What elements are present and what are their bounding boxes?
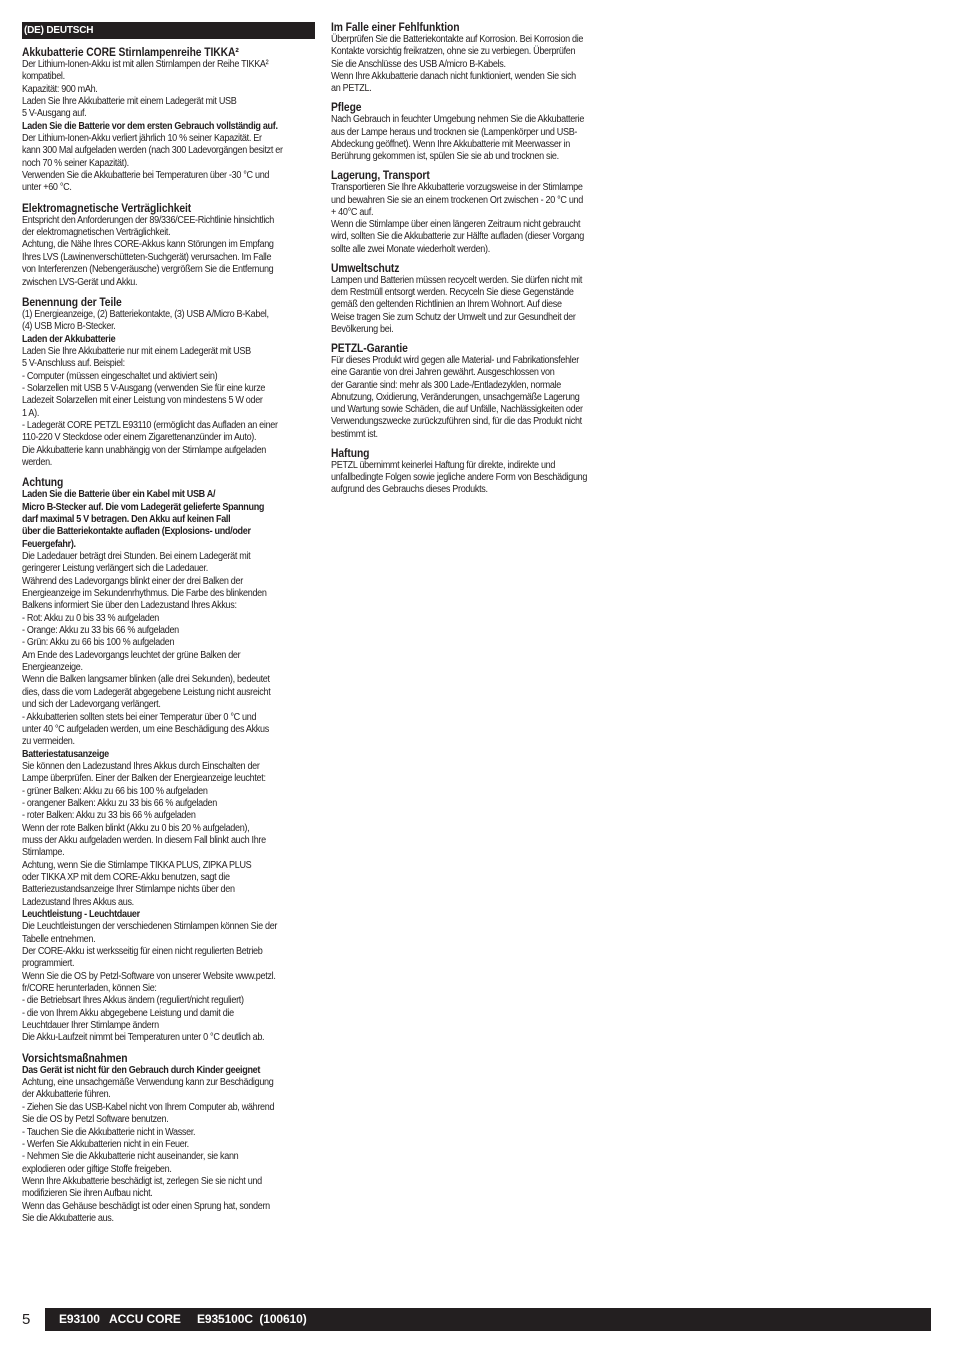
page-number: 5: [22, 1311, 31, 1328]
section: [22, 45, 315, 195]
paragraph: Überprüfen Sie die Batteriekontakte auf Korrosion. Bei Korrosion die Kontakte vorsichtig freikratzen, ohne sie zu verbiegen. Überprüfen Sie die Anschlüsse des USB A/micro B-Kabels. Wenn Ihre Akkubatterie danach nicht funktioniert, wenden Sie sich an PETZL.: [331, 34, 584, 94]
section-title: PETZL-Garantie: [331, 341, 408, 355]
section-title: Im Falle einer Fehlfunktion: [331, 20, 460, 34]
section-title: Benennung der Teile: [22, 294, 122, 309]
section: [331, 100, 621, 163]
section-title: Lagerung, Transport: [331, 168, 430, 183]
paragraph: Sie können den Ladezustand Ihres Akkus durch Einschalten der Lampe überprüfen. Einer der Balken der Energieanzeige leuchtet: - grüner Balken: Akku zu 66 bis 100 % aufgeladen - orangener Balken: Akku zu 33 bis 66 % aufgeladen - roter Balken: Akku zu 33 bis 66 % aufgeladen Wenn der rote Balken blinkt (Akku zu 0 bis 20 % aufgeladen), muss der Akku aufgeladen werden. In diesem Fall blinkt auch Ihre Stirnlampe. Achtung, wenn Sie die Stirnlampe TIKKA PLUS, ZIPKA PLUS oder TIKKA XP mit dem CORE-Akku benutzen, sagt die Batteriezustandsanzeige Ihrer Stirnlampe nichts über den Ladezustand Ihres Akkus aus.: [22, 760, 266, 908]
section-title: Achtung: [22, 475, 64, 490]
bold-paragraph: Laden Sie die Batterie vor dem ersten Gebrauch vollständig auf.: [22, 120, 278, 132]
left-column: [22, 22, 315, 1225]
section: [331, 261, 621, 336]
paragraph: Entspricht den Anforderungen der 89/336/CEE-Richtlinie hinsichtlich der elektromagnetischen Verträglichkeit. Achtung, die Nähe Ihres CORE-Akkus kann Störungen im Empfang Ihres LVS (Lawinenverschütteten-Suchgerät) verursachen. Im Falle von Interferenzen (Nebengeräusche) vergrößern Sie die Entfernung zwischen LVS-Gerät und Akku.: [22, 214, 274, 288]
section-title: Umweltschutz: [331, 260, 400, 275]
paragraph: Der Lithium-Ionen-Akku verliert jährlich 10 % seiner Kapazität. Er kann 300 Mal aufgeladen werden (nach 300 Ladevorgängen besitzt er noch 70 % seiner Kapazität). Verwenden Sie die Akkubatterie bei Temperaturen über -30 °C und unter +60 °C.: [22, 133, 283, 194]
bold-paragraph: Laden der Akkubatterie: [22, 333, 116, 345]
paragraph: Der Lithium-Ionen-Akku ist mit allen Stirnlampen der Reihe TIKKA² kompatibel. Kapazität: 900 mAh. Laden Sie Ihre Akkubatterie mit einem Ladegerät mit USB 5 V-Ausgang auf.: [22, 59, 269, 120]
section: [331, 341, 621, 441]
section-title: Pflege: [331, 100, 362, 115]
section: [331, 168, 621, 256]
right-sections: [331, 20, 621, 497]
bold-paragraph: Laden Sie die Batterie über ein Kabel mit USB A/ Micro B-Stecker auf. Die vom Ladegerät gelieferte Spannung darf maximal 5 V betragen. Den Akku auf keinen Fall über die Batteriekontakte aufladen (Explosions- und/oder Feuergefahr).: [22, 489, 265, 550]
paragraph: Laden Sie Ihre Akkubatterie nur mit einem Ladegerät mit USB 5 V-Anschluss auf. Beispiel: - Computer (müssen eingeschaltet und aktiviert sein) - Solarzellen mit USB 5 V-Ausgang (verwenden Sie für eine kurze Ladezeit Solarzellen mit einer Leistung von mindestens 5 W oder 1 A). - Ladegerät CORE PETZL E93110 (ermöglicht das Aufladen an einer 110-220 V Steckdose oder einem Zigarettenanzünder im Auto). Die Akkubatterie kann unabhängig von der Stirnlampe aufgeladen werden.: [22, 345, 278, 468]
section-title: Akkubatterie CORE Stirnlampenreihe TIKKA²: [22, 45, 239, 59]
section: [22, 1051, 315, 1225]
language-label: (DE) DEUTSCH: [22, 22, 315, 39]
paragraph: Für dieses Produkt wird gegen alle Material- und Fabrikationsfehler eine Garantie von drei Jahren gewährt. Ausgeschlossen von der Garantie sind: mehr als 300 Lade-/Entladezyklen, normale Abnutzung, Oxidierung, Veränderungen, unsachgemäße Lagerung und Wartung sowie Schäden, die auf Unfälle, Nachlässigkeiten oder Verwendungszwecke zurückzuführen sind, für die das Produkt nicht bestimmt ist.: [331, 355, 583, 440]
paragraph: (1) Energieanzeige, (2) Batteriekontakte, (3) USB A/Micro B-Kabel, (4) USB Micro B-Stecker.: [22, 308, 269, 333]
section: [22, 295, 315, 469]
bold-paragraph: Das Gerät ist nicht für den Gebrauch durch Kinder geeignet: [22, 1064, 261, 1076]
paragraph: Die Leuchtleistungen der verschiedenen Stirnlampen können Sie der Tabelle entnehmen. Der CORE-Akku ist werksseitig für einen nicht regulierten Betrieb programmiert. Wenn Sie die OS by Petzl-Software von unserer Website www.petzl. fr/CORE herunterladen, können Sie: - die Betriebsart Ihres Akkus ändern (reguliert/nicht reguliert) - die von Ihrem Akku abgegebene Leistung und damit die Leuchtdauer Ihrer Stirnlampe ändern Die Akku-Laufzeit nimmt bei Temperaturen unter 0 °C deutlich ab.: [22, 921, 278, 1044]
paragraph: Achtung, eine unsachgemäße Verwendung kann zur Beschädigung der Akkubatterie führen. - Ziehen Sie das USB-Kabel nicht von Ihrem Computer ab, während Sie die OS by Petzl Software benutzen. - Tauchen Sie die Akkubatterie nicht in Wasser. - Werfen Sie Akkubatterien nicht in ein Feuer. - Nehmen Sie die Akkubatterie nicht auseinander, sie kann explodieren oder giftige Stoffe freigeben. Wenn Ihre Akkubatterie beschädigt ist, zerlegen Sie sie nicht und modifizieren Sie ihren Aufbau nicht. Wenn das Gehäuse beschädigt ist oder einen Sprung hat, sondern Sie die Akkubatterie aus.: [22, 1077, 275, 1224]
footer-bar: E93100 ACCU CORE E935100C (100610): [45, 1308, 931, 1331]
right-column: [331, 20, 621, 497]
section: [22, 475, 315, 1044]
paragraph: Nach Gebrauch in feuchter Umgebung nehmen Sie die Akkubatterie aus der Lampe heraus und trocknen sie (Lampenkörper und USB- Abdeckung geöffnet). Wenn Ihre Akkubatterie mit Meerwasser in Berührung gekommen ist, spülen Sie sie ab und trocknen sie.: [331, 114, 585, 162]
left-sections: [22, 45, 315, 1225]
section-title: Elektromagnetische Verträglichkeit: [22, 200, 192, 215]
section: [331, 20, 621, 95]
paragraph: Lampen und Batterien müssen recycelt werden. Sie dürfen nicht mit dem Restmüll entsorgt werden. Recyceln Sie diese Gegenstände gemäß den geltenden Richtlinien an Ihrem Wohnort. Auf diese Weise tragen Sie zum Schutz der Umwelt und zur Gesundheit der Bevölkerung bei.: [331, 274, 583, 335]
section-title: Haftung: [331, 445, 370, 460]
section: [331, 446, 621, 497]
paragraph: PETZL übernimmt keinerlei Haftung für direkte, indirekte und unfallbedingte Folgen sowie jegliche andere Form von Beschädigung aufgrund des Gebrauchs dieses Produkts.: [331, 459, 588, 496]
bold-paragraph: Batteriestatusanzeige: [22, 748, 109, 760]
paragraph: Transportieren Sie Ihre Akkubatterie vorzugsweise in der Stirnlampe und bewahren Sie sie an einem trockenen Ort zwischen - 20 °C und + 40°C auf. Wenn die Stirnlampe über einen längeren Zeitraum nicht gebraucht wird, sollten Sie die Akkubatterie zur Hälfte aufladen (dieser Vorgang sollte alle zwei Monate wiederholt werden).: [331, 182, 585, 255]
section-title: Vorsichtsmaßnahmen: [22, 1050, 128, 1065]
paragraph: Die Ladedauer beträgt drei Stunden. Bei einem Ladegerät mit geringerer Leistung verlängert sich die Ladedauer. Während des Ladevorgangs blinkt einer der drei Balken der Energieanzeige im Sekundenrhythmus. Die Farbe des blinkenden Balkens informiert Sie über den Ladezustand Ihres Akkus: - Rot: Akku zu 0 bis 33 % aufgeladen - Orange: Akku zu 33 bis 66 % aufgeladen - Grün: Akku zu 66 bis 100 % aufgeladen Am Ende des Ladevorgangs leuchtet der grüne Balken der Energieanzeige. Wenn die Balken langsamer blinken (alle drei Sekunden), bedeutet dies, dass die vom Ladegerät abgegebene Leistung nicht ausreicht und sich der Ladevorgang verlängert. - Akkubatterien sollten stets bei einer Temperatur über 0 °C und unter 40 °C aufgeladen werden, um eine Beschädigung des Akkus zu vermeiden.: [22, 551, 271, 748]
bold-paragraph: Leuchtleistung - Leuchtdauer: [22, 909, 140, 920]
section: [22, 201, 315, 289]
